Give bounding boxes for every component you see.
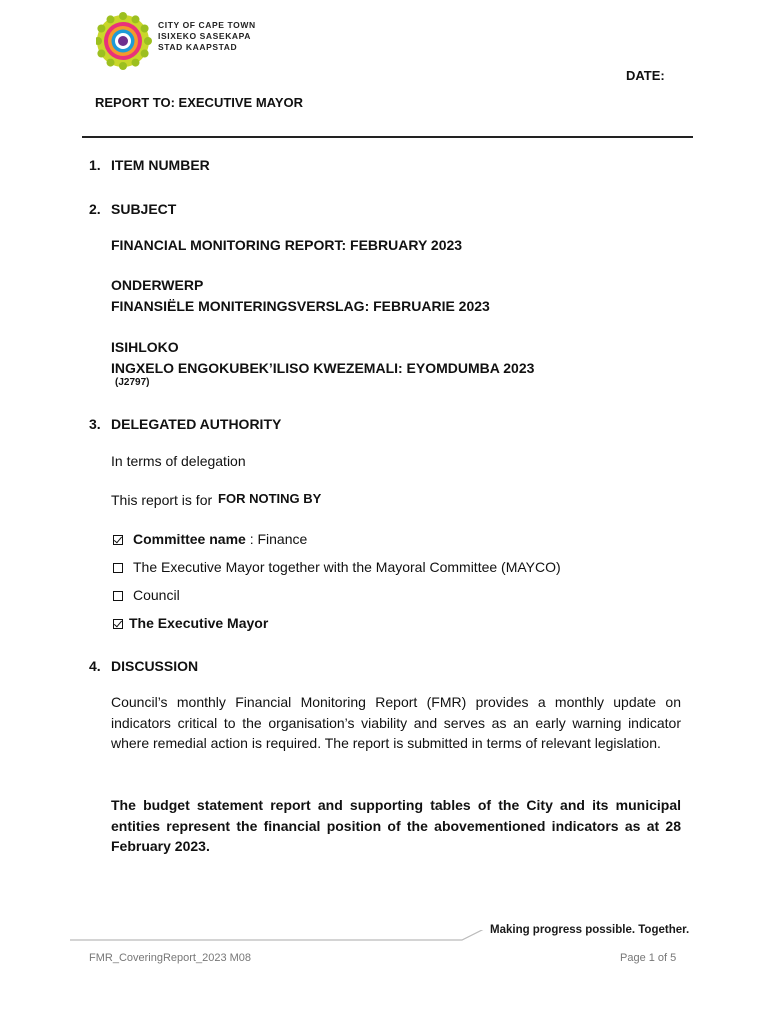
section-number: 3. bbox=[89, 416, 101, 432]
section-delegated-authority bbox=[89, 416, 281, 432]
subject-xhosa: INGXELO ENGOKUBEK’ILISO KWEZEMALI: EYOMDUMBA 2023 bbox=[111, 360, 535, 376]
report-for-prefix: This report is for bbox=[111, 492, 213, 508]
option-mayco[interactable] bbox=[113, 559, 561, 575]
subject-english: FINANCIAL MONITORING REPORT: FEBRUARY 2023 bbox=[111, 237, 463, 253]
logo-wordmark bbox=[158, 20, 256, 53]
section-title: DISCUSSION bbox=[111, 658, 199, 674]
section-discussion bbox=[89, 658, 198, 674]
option-committee[interactable] bbox=[113, 531, 307, 547]
report-for-value: FOR NOTING BY bbox=[218, 491, 322, 506]
option-label: Committee name bbox=[133, 531, 246, 547]
report-for bbox=[111, 492, 321, 508]
city-emblem-icon bbox=[96, 12, 158, 70]
logo-line-1: CITY OF CAPE TOWN bbox=[158, 20, 256, 30]
section-number: 4. bbox=[89, 658, 101, 674]
checkbox-checked-icon[interactable] bbox=[113, 619, 123, 629]
subject-xhosa-label: ISIHLOKO bbox=[111, 339, 179, 355]
report-to: REPORT TO: EXECUTIVE MAYOR bbox=[95, 95, 304, 110]
delegation-terms: In terms of delegation bbox=[111, 453, 246, 469]
option-council[interactable] bbox=[113, 587, 180, 603]
footer-doc-name: FMR_CoveringReport_2023 M08 bbox=[89, 952, 252, 964]
section-title: SUBJECT bbox=[111, 201, 177, 217]
footer-tagline: Making progress possible. Together. bbox=[490, 924, 690, 936]
option-label: Council bbox=[133, 587, 180, 603]
checkbox-checked-icon[interactable] bbox=[113, 535, 123, 545]
discussion-paragraph-2: The budget statement report and supporting tables of the City and its municipal entities represent the financial position of the abovementioned indicators as at 28 February 2023. bbox=[111, 797, 681, 854]
section-item-number bbox=[89, 157, 210, 173]
section-title: ITEM NUMBER bbox=[111, 157, 210, 173]
checkbox-empty-icon[interactable] bbox=[113, 591, 123, 601]
option-label: The Executive Mayor together with the Mayoral Committee (MAYCO) bbox=[133, 559, 561, 575]
subject-afrikaans-label: ONDERWERP bbox=[111, 277, 204, 293]
logo-line-2: ISIXEKO SASEKAPA bbox=[158, 31, 252, 41]
section-number: 1. bbox=[89, 157, 101, 173]
date-label: DATE: bbox=[626, 68, 665, 83]
option-label: The Executive Mayor bbox=[129, 615, 269, 631]
option-executive-mayor[interactable] bbox=[113, 615, 268, 631]
footer-page-number: Page 1 of 5 bbox=[620, 952, 677, 964]
option-suffix: : Finance bbox=[245, 531, 308, 547]
subject-afrikaans: FINANSIËLE MONITERINGSVERSLAG: FEBRUARIE 2023 bbox=[111, 298, 490, 314]
section-title: DELEGATED AUTHORITY bbox=[111, 416, 282, 432]
section-number: 2. bbox=[89, 201, 101, 217]
header-divider bbox=[82, 136, 693, 138]
logo-line-3: STAD KAAPSTAD bbox=[158, 42, 238, 52]
reference-number: (J2797) bbox=[115, 377, 150, 388]
checkbox-empty-icon[interactable] bbox=[113, 563, 123, 573]
discussion-paragraph-1: Council’s monthly Financial Monitoring Report (FMR) provides a monthly update on indicators critical to the organisation’s viability and serves as an early warning indicator where remedial action is required. The report is submitted in terms of relevant legislation. bbox=[111, 694, 681, 751]
section-subject bbox=[89, 201, 176, 217]
